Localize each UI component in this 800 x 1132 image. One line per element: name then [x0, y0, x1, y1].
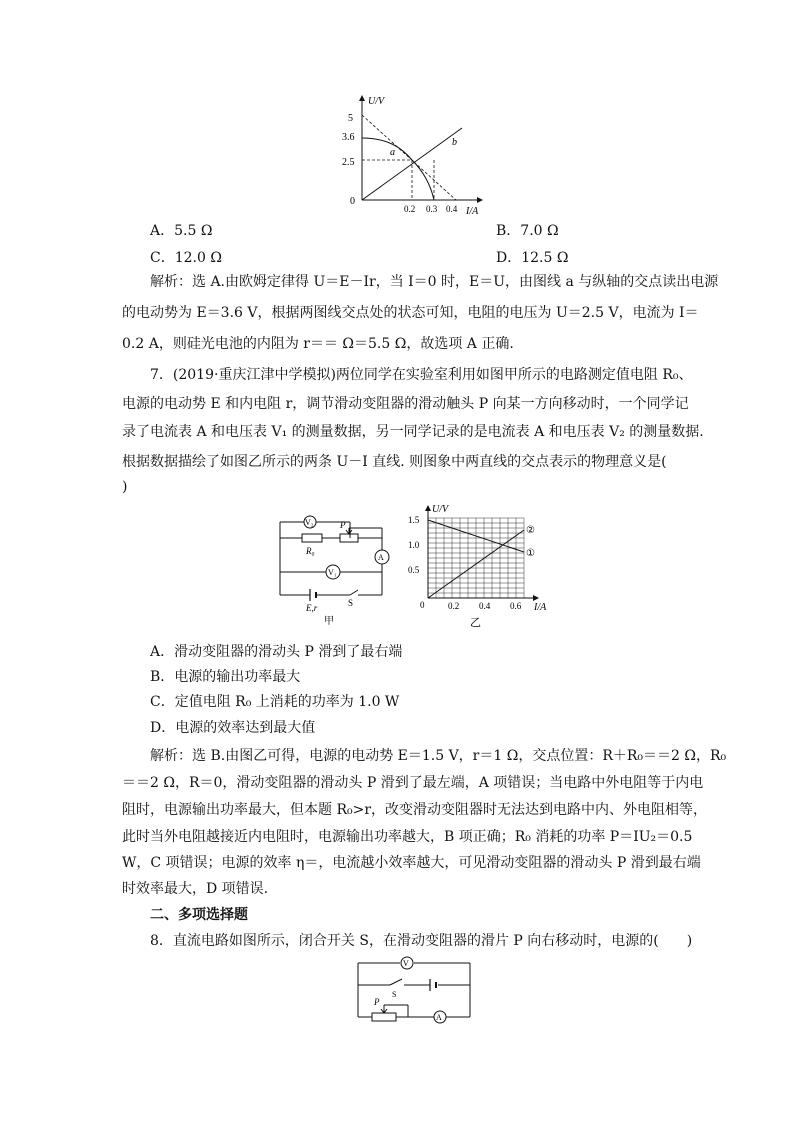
- q6-option-d: D．12.5 Ω: [496, 250, 569, 266]
- q7-option-c: C．定值电阻 R₀ 上消耗的功率为 1.0 W: [150, 694, 400, 710]
- x-tick-0-4: 0.4: [446, 204, 458, 214]
- q7-stem-line-1: 7．(2019·重庆江津中学模拟)两位同学在实验室利用如图甲所示的电路测定值电阻 R₀、: [150, 367, 693, 383]
- svg-text:V₁: V₁: [328, 568, 337, 577]
- q7-circuit-jia: [270, 510, 402, 628]
- q7-analysis-line-5: W，C 项错误；电源的效率 η＝，电流越小效率越大，可见滑动变阻器的滑动头 P 滑到最右端: [122, 855, 701, 871]
- slider-p-label: P: [340, 520, 346, 530]
- slider-p-label: P: [374, 997, 380, 1007]
- line-b-label: b: [452, 137, 457, 148]
- q7-stem-line-4: 根据数据描绘了如图乙所示的两条 U－I 直线. 则图象中两直线的交点表示的物理意义是(: [122, 454, 667, 470]
- q7-stem-line-5: ): [122, 479, 128, 495]
- q6-option-c: C．12.0 Ω: [150, 250, 222, 266]
- x-tick-0-2: 0.2: [404, 204, 416, 214]
- q6-option-b: B．7.0 Ω: [496, 223, 559, 239]
- dashed-tangent: [362, 115, 456, 200]
- svg-text:A: A: [436, 1013, 442, 1022]
- curve-a-label: a: [390, 147, 395, 158]
- y-tick-2-5: 2.5: [342, 157, 355, 168]
- y-tick-1-0: 1.0: [408, 540, 420, 550]
- source-label: E,r: [306, 603, 318, 613]
- q7-option-b: B．电源的输出功率最大: [150, 669, 301, 685]
- switch-label: S: [392, 990, 397, 999]
- q7-analysis-line-1: 解析：选 B.由图乙可得，电源的电动势 E＝1.5 V，r＝1 Ω，交点位置：R＋R₀＝＝2 Ω，R₀: [150, 748, 727, 764]
- y-axis-label: U/V: [368, 96, 385, 107]
- line-1-label: ①: [526, 548, 535, 559]
- figure-yi-caption: 乙: [470, 617, 481, 629]
- q6-option-a: A．5.5 Ω: [150, 223, 213, 239]
- q6-ui-graph: [340, 90, 490, 220]
- q8-stem: 8．直流电路如图所示，闭合开关 S，在滑动变阻器的滑片 P 向右移动时，电源的( ): [150, 933, 693, 949]
- svg-text:V: V: [403, 959, 409, 968]
- q6-analysis-line-1: 解析：选 A.由欧姆定律得 U＝E－Ir，当 I＝0 时，E＝U，由图线 a 与纵轴的交点读出电源: [150, 274, 719, 290]
- y-tick-0-5: 0.5: [408, 565, 420, 575]
- figure-jia-caption: 甲: [324, 616, 334, 627]
- q7-analysis-line-4: 此时当外电阻越接近内电阻时，电源输出功率越大，B 项正确；R₀ 消耗的功率 P＝IU₂＝0.5: [122, 829, 693, 845]
- q6-analysis-line-2: 的电动势为 E＝3.6 V，根据两图线交点处的状态可知，电阻的电压为 U＝2.5 V，电流为 I＝: [122, 305, 699, 321]
- x-tick-0-6: 0.6: [510, 601, 522, 611]
- q8-circuit: [350, 955, 480, 1027]
- r0-label: R₀: [306, 546, 315, 556]
- x-tick-0-2: 0.2: [448, 601, 460, 611]
- q7-analysis-line-2: ＝＝2 Ω，R＝0，滑动变阻器的滑动头 P 滑到了最左端，A 项错误；当电路中外电阻等于内电: [122, 775, 704, 791]
- q7-ui-graph-yi: [398, 500, 548, 630]
- origin-label: 0: [350, 196, 355, 207]
- grid: [428, 518, 524, 598]
- x-axis-label: I/A: [466, 206, 479, 217]
- q7-option-d: D．电源的效率达到最大值: [150, 720, 316, 736]
- q7-option-a: A．滑动变阻器的滑动头 P 滑到了最右端: [150, 644, 403, 660]
- q7-stem-line-3: 录了电流表 A 和电压表 V₁ 的测量数据，另一同学记录的是电流表 A 和电压表 V₂ 的测量数据.: [122, 424, 704, 440]
- section-title-multiple-choice: 二、多项选择题: [150, 907, 248, 923]
- switch-label: S: [348, 598, 354, 608]
- x-tick-0-3: 0.3: [426, 204, 438, 214]
- origin-label: 0: [420, 600, 425, 610]
- y-tick-3-6: 3.6: [342, 132, 355, 143]
- y-tick-1-5: 1.5: [408, 515, 420, 525]
- y-tick-5: 5: [348, 113, 353, 124]
- y-axis-label: U/V: [432, 504, 449, 515]
- curve-a: [362, 138, 434, 200]
- svg-text:V₂: V₂: [305, 518, 314, 527]
- line-2-label: ②: [526, 525, 535, 536]
- q7-stem-line-2: 电源的电动势 E 和内电阻 r，调节滑动变阻器的滑动触头 P 向某一方向移动时，一个同学记: [122, 396, 689, 412]
- q7-analysis-line-6: 时效率最大，D 项错误.: [122, 881, 269, 897]
- svg-text:A: A: [378, 553, 384, 562]
- q6-analysis-line-3: 0.2 A，则硅光电池的内阻为 r＝＝ Ω＝5.5 Ω，故选项 A 正确.: [122, 336, 514, 352]
- x-tick-0-4: 0.4: [479, 601, 491, 611]
- x-axis-label: I/A: [534, 602, 547, 613]
- q7-analysis-line-3: 阻时，电源输出功率最大，但本题 R₀>r，改变滑动变阻器时无法达到电路中内、外电阻相等，: [122, 802, 708, 818]
